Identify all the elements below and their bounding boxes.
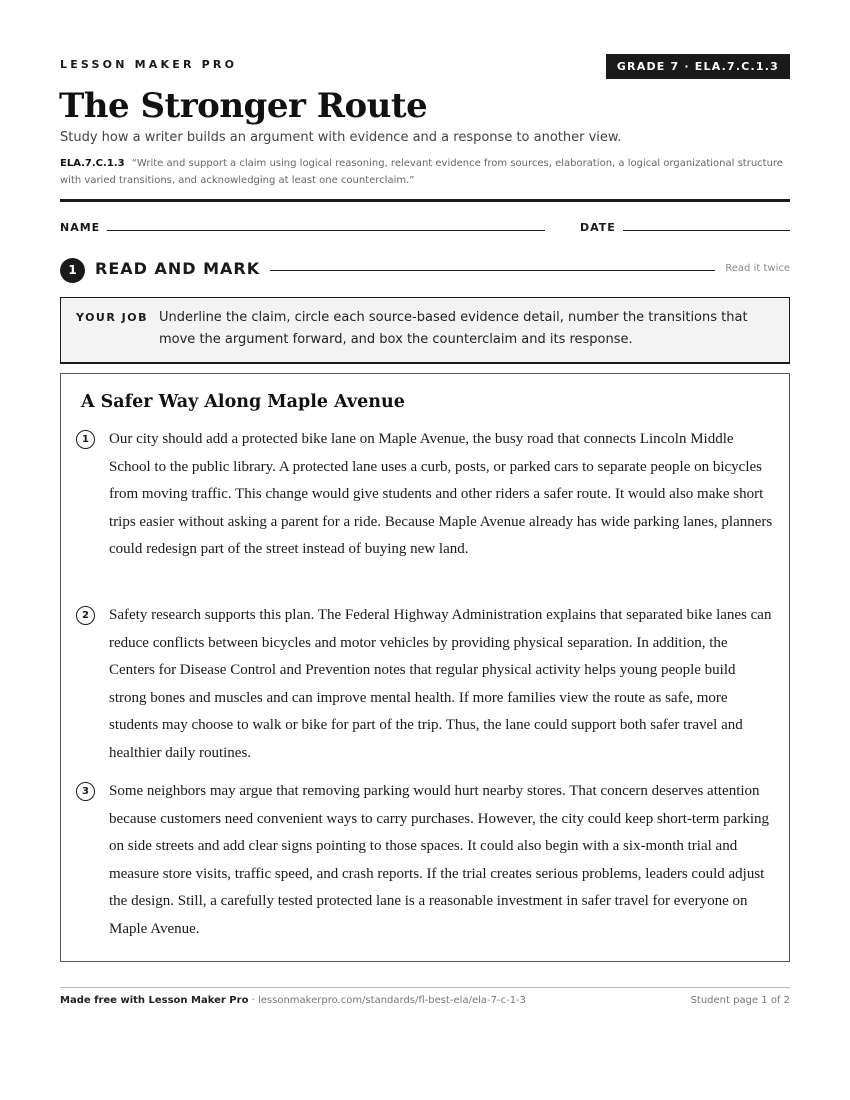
instructions-label: YOUR JOB: [76, 311, 148, 324]
standard-statement: [60, 155, 790, 189]
section-title: READ AND MARK: [95, 259, 261, 278]
section-number-badge: 1: [60, 258, 85, 283]
brand-name: LESSON MAKER PRO: [60, 58, 238, 71]
header-divider: [60, 199, 790, 202]
footer-divider: [60, 987, 790, 988]
footer-made-with: Made free with Lesson Maker Pro: [60, 995, 249, 1006]
name-line[interactable]: [107, 230, 545, 231]
passage-box: [60, 373, 790, 962]
name-label: NAME: [60, 221, 101, 234]
footer-page-number: Student page 1 of 2: [690, 995, 790, 1006]
section-divider: [270, 270, 715, 271]
paragraph-2: Safety research supports this plan. The Federal Highway Administration explains that separated bike lanes can reduce conflicts between bicycles and motor vehicles by providing physical separation. In addition, the Centers for Disease Control and Prevention notes that regular physical activity helps young people build strong bones and muscles and can improve mental health. If more families view the route as safe, more students may choose to walk or bike for part of the trip. Thus, the lane could support both safer travel and healthier daily routines.: [109, 607, 772, 761]
instructions-box: [60, 297, 790, 364]
paragraph-number-3: 3: [76, 782, 95, 801]
instructions-text: Underline the claim, circle each source-based evidence detail, number the transitions that move the argument forward, and box the counterclaim and its response.: [159, 310, 748, 347]
paragraph-number-1: 1: [76, 430, 95, 449]
standard-text: “Write and support a claim using logical reasoning, relevant evidence from sources, elaboration, a logical organizational structure with varied transitions, and acknowledging at least one counterclaim.”: [60, 158, 783, 186]
standard-code: ELA.7.C.1.3: [60, 158, 125, 169]
grade-badge: GRADE 7 · ELA.7.C.1.3: [606, 54, 790, 79]
page-title: The Stronger Route: [59, 86, 428, 126]
page-subtitle: Study how a writer builds an argument with evidence and a response to another view.: [60, 130, 622, 145]
date-label: DATE: [580, 221, 616, 234]
section-hint: Read it twice: [725, 263, 790, 274]
paragraph-number-2: 2: [76, 606, 95, 625]
footer-url[interactable]: · lessonmakerpro.com/standards/fl-best-ela/ela-7-c-1-3: [248, 995, 527, 1006]
paragraph-1: Our city should add a protected bike lane on Maple Avenue, the busy road that connects Lincoln Middle School to the public library. A protected lane uses a curb, posts, or parked cars to separate people on bicycles from moving traffic. This change would give students and other riders a safer route. It would also make short trips easier without asking a parent for a ride. Because Maple Avenue already has wide parking lanes, planners could redesign part of the street instead of buying new land.: [109, 431, 773, 558]
footer-credit: [60, 995, 526, 1006]
paragraph-3: Some neighbors may argue that removing parking would hurt nearby stores. That concern deserves attention because customers need convenient ways to carry purchases. However, the city could keep short-term parking on side streets and add clear signs pointing to those spaces. It could also begin with a six-month trial and measure store visits, traffic speed, and crash reports. If the trial creates serious problems, leaders could adjust the design. Still, a carefully tested protected lane is a reasonable investment in safer travel for everyone on Maple Avenue.: [109, 783, 769, 937]
passage-title: A Safer Way Along Maple Avenue: [81, 392, 405, 412]
date-line[interactable]: [623, 230, 790, 231]
